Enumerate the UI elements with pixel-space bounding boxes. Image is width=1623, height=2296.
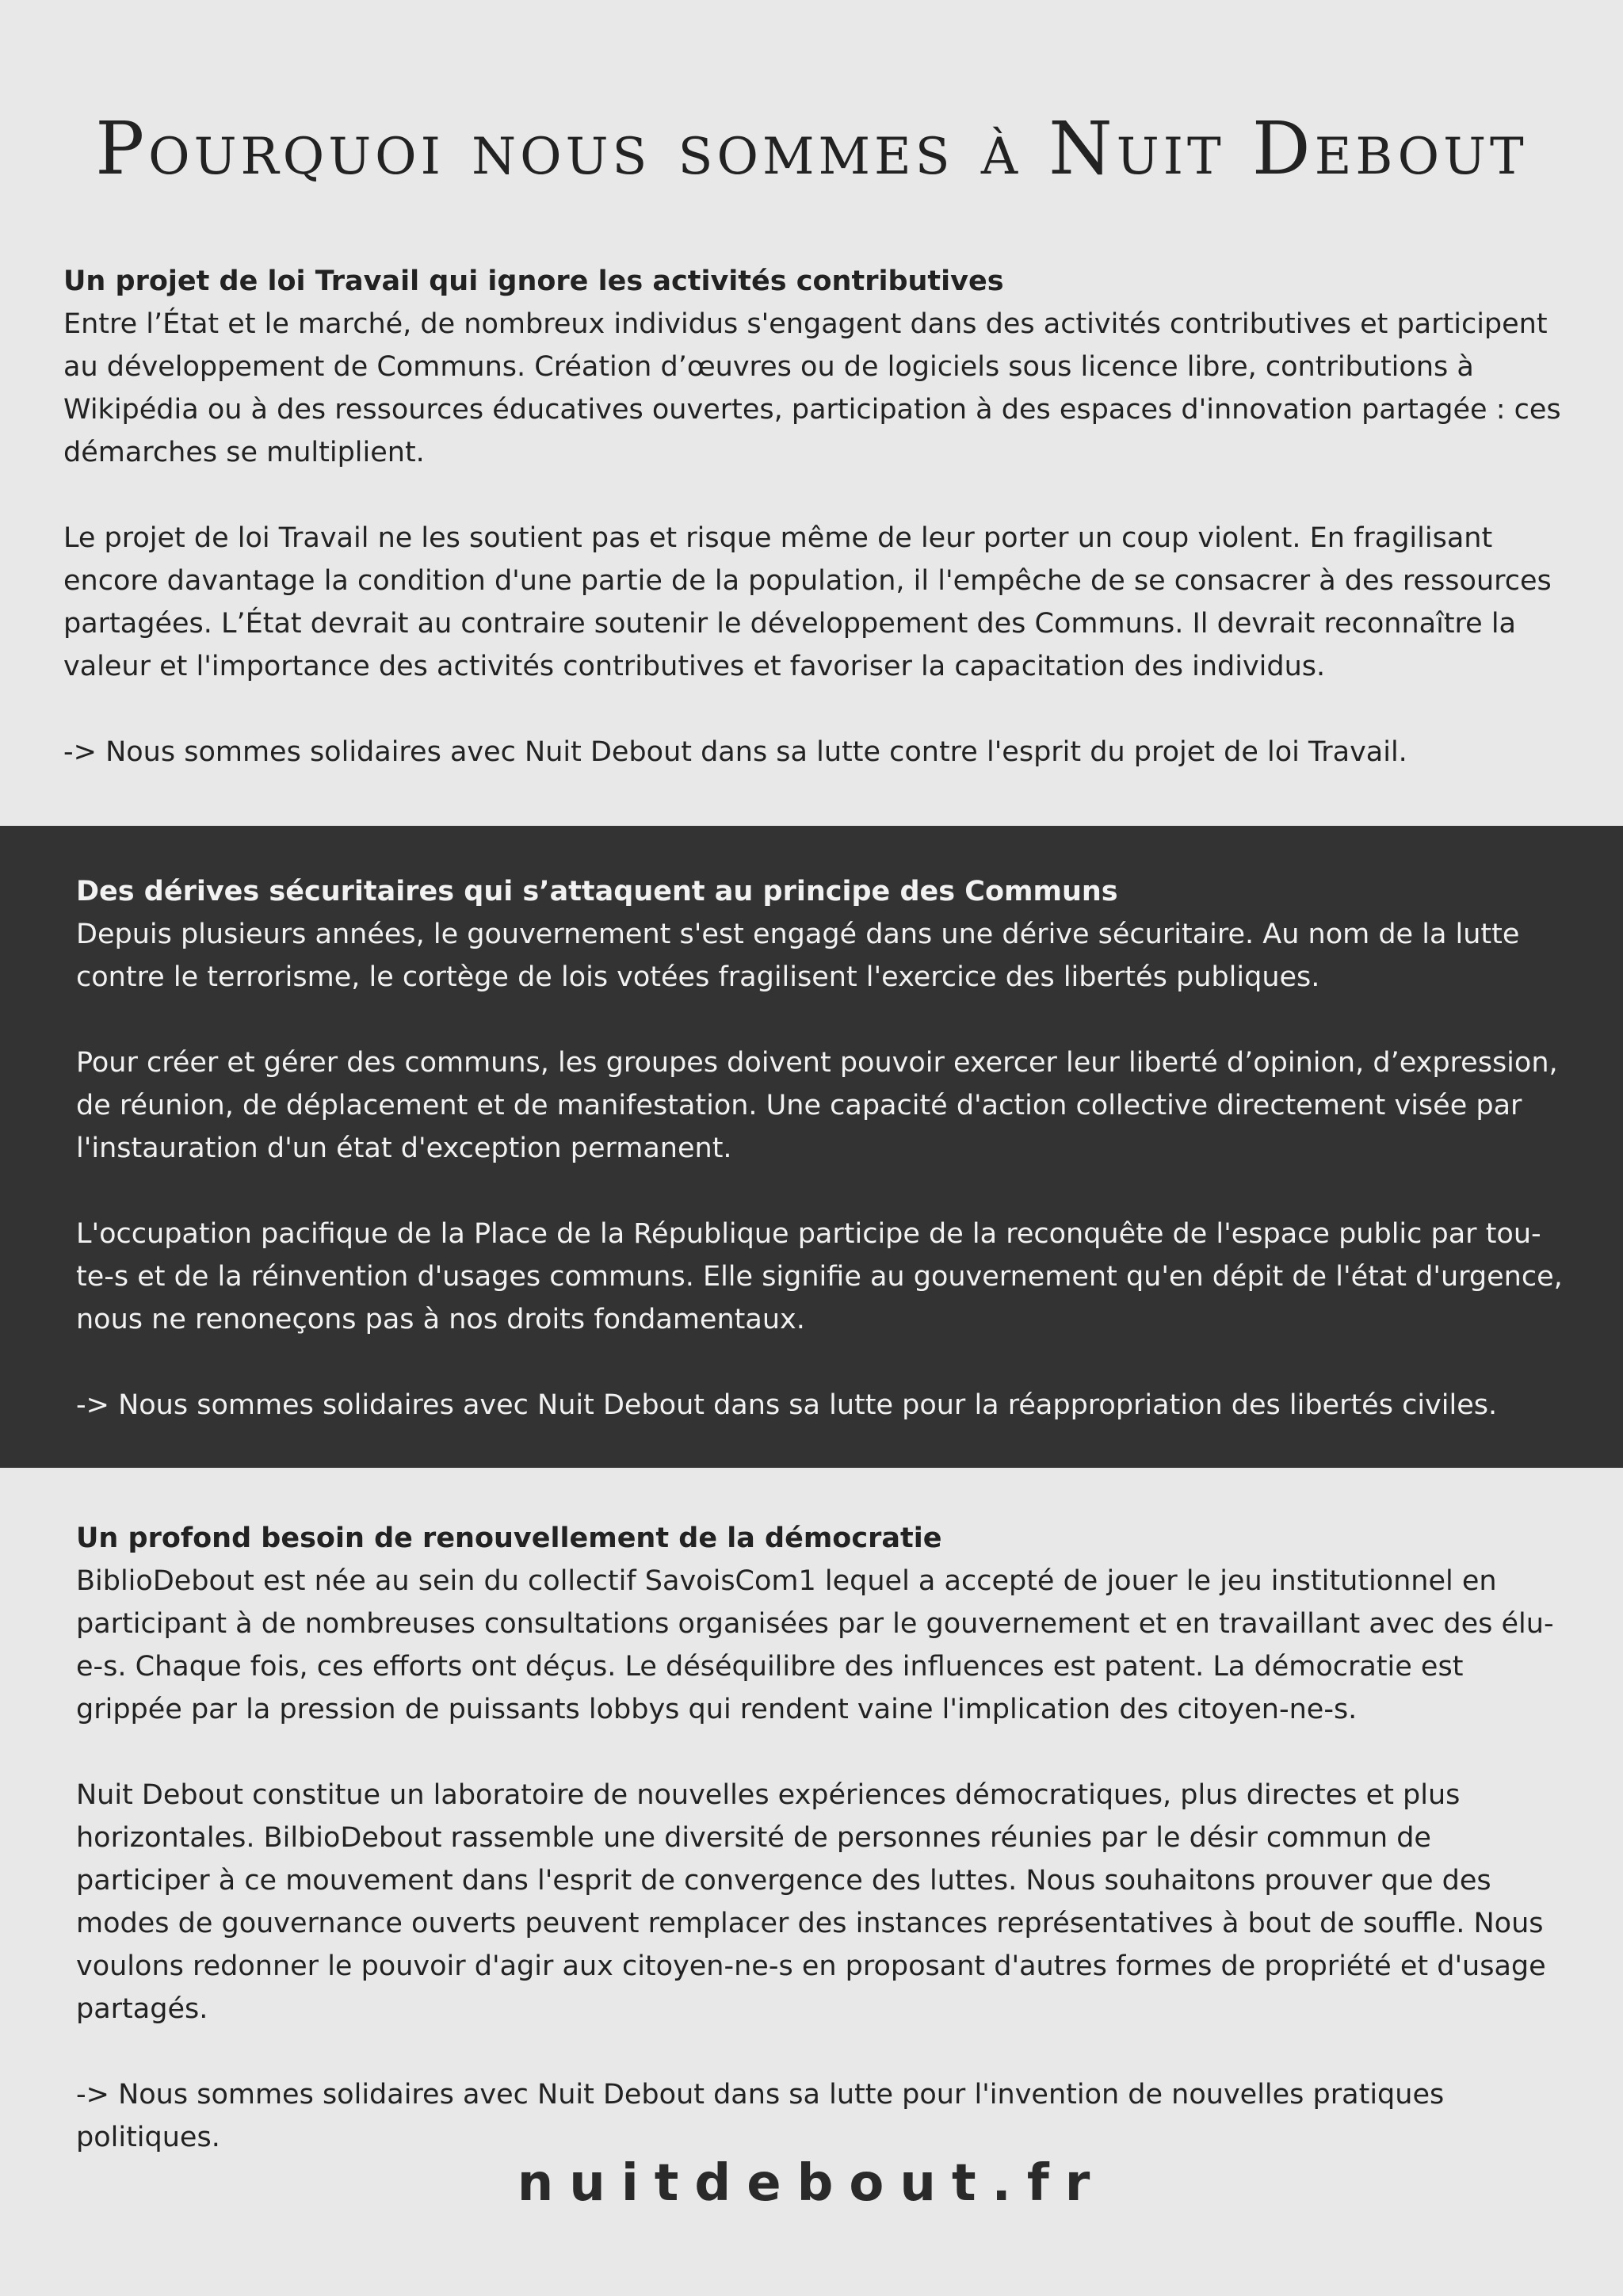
section-heading: Des dérives sécuritaires qui s’attaquent au principe des Communs <box>76 876 1118 907</box>
section-derives-securitaires <box>0 826 1623 1468</box>
section-paragraph: BiblioDebout est née au sein du collectif SavoisCom1 lequel a accepté de jouer le jeu institutionnel en participant à de nombreuses consultations organisées par le gouvernement et en travaillant avec des élu-e-s. Chaque fois, ces efforts ont déçus. Le déséquilibre des influences est patent. La démocratie est grippée par la pression de puissants lobbys qui rendent vaine l'implication des citoyen-ne-s. <box>76 1565 1554 1725</box>
section-heading: Un projet de loi Travail qui ignore les activités contributives <box>63 266 1004 297</box>
solidarity-statement: -> Nous sommes solidaires avec Nuit Debout dans sa lutte contre l'esprit du projet de loi Travail. <box>63 736 1407 768</box>
footer-website: nuitdebout.fr <box>517 2154 1106 2213</box>
section-democratie <box>0 1468 1623 2153</box>
section-paragraph: Entre l’État et le marché, de nombreux individus s'engagent dans des activités contributives et participent au développement de Communs. Création d’œuvres ou de logiciels sous licence libre, contributions à Wikipédia ou à des ressources éducatives ouvertes, participation à des espaces d'innovation partagée : ces démarches se multiplient. <box>63 308 1561 468</box>
page-title: Pourquoi nous sommes à Nuit Debout <box>95 106 1528 191</box>
section-paragraph: Depuis plusieurs années, le gouvernement s'est engagé dans une dérive sécuritaire. Au nom de la lutte contre le terrorisme, le cortège de lois votées fragilisent l'exercice des libertés publiques. <box>76 919 1520 993</box>
section-heading: Un profond besoin de renouvellement de la démocratie <box>76 1522 942 1554</box>
solidarity-statement: -> Nous sommes solidaires avec Nuit Debout dans sa lutte pour la réappropriation des libertés civiles. <box>76 1389 1498 1421</box>
section-paragraph: Pour créer et gérer des communs, les groupes doivent pouvoir exercer leur liberté d’opinion, d’expression, de réunion, de déplacement et de manifestation. Une capacité d'action collective directement visée par l'instauration d'un état d'exception permanent. <box>76 1047 1558 1164</box>
section-loi-travail <box>0 254 1623 826</box>
section-paragraph: Nuit Debout constitue un laboratoire de nouvelles expériences démocratiques, plus directes et plus horizontales. BilbioDebout rassemble une diversité de personnes réunies par le désir commun de participer à ce mouvement dans l'esprit de convergence des luttes. Nous souhaitons prouver que des modes de gouvernance ouverts peuvent remplacer des instances représentatives à bout de souffle. Nous voulons redonner le pouvoir d'agir aux citoyen-ne-s en proposant d'autres formes de propriété et d'usage partagés. <box>76 1779 1546 2025</box>
section-paragraph: Le projet de loi Travail ne les soutient pas et risque même de leur porter un coup violent. En fragilisant encore davantage la condition d'une partie de la population, il l'empêche de se consacrer à des ressources partagées. L’État devrait au contraire soutenir le développement des Communs. Il devrait reconnaître la valeur et l'importance des activités contributives et favoriser la capacitation des individus. <box>63 522 1552 682</box>
section-paragraph: L'occupation pacifique de la Place de la République participe de la reconquête de l'espace public par tou-te-s et de la réinvention d'usages communs. Elle signifie au gouvernement qu'en dépit de l'état d'urgence, nous ne renoneçons pas à nos droits fondamentaux. <box>76 1218 1563 1335</box>
solidarity-statement: -> Nous sommes solidaires avec Nuit Debout dans sa lutte pour l'invention de nouvelles pratiques politiques. <box>76 2079 1445 2153</box>
